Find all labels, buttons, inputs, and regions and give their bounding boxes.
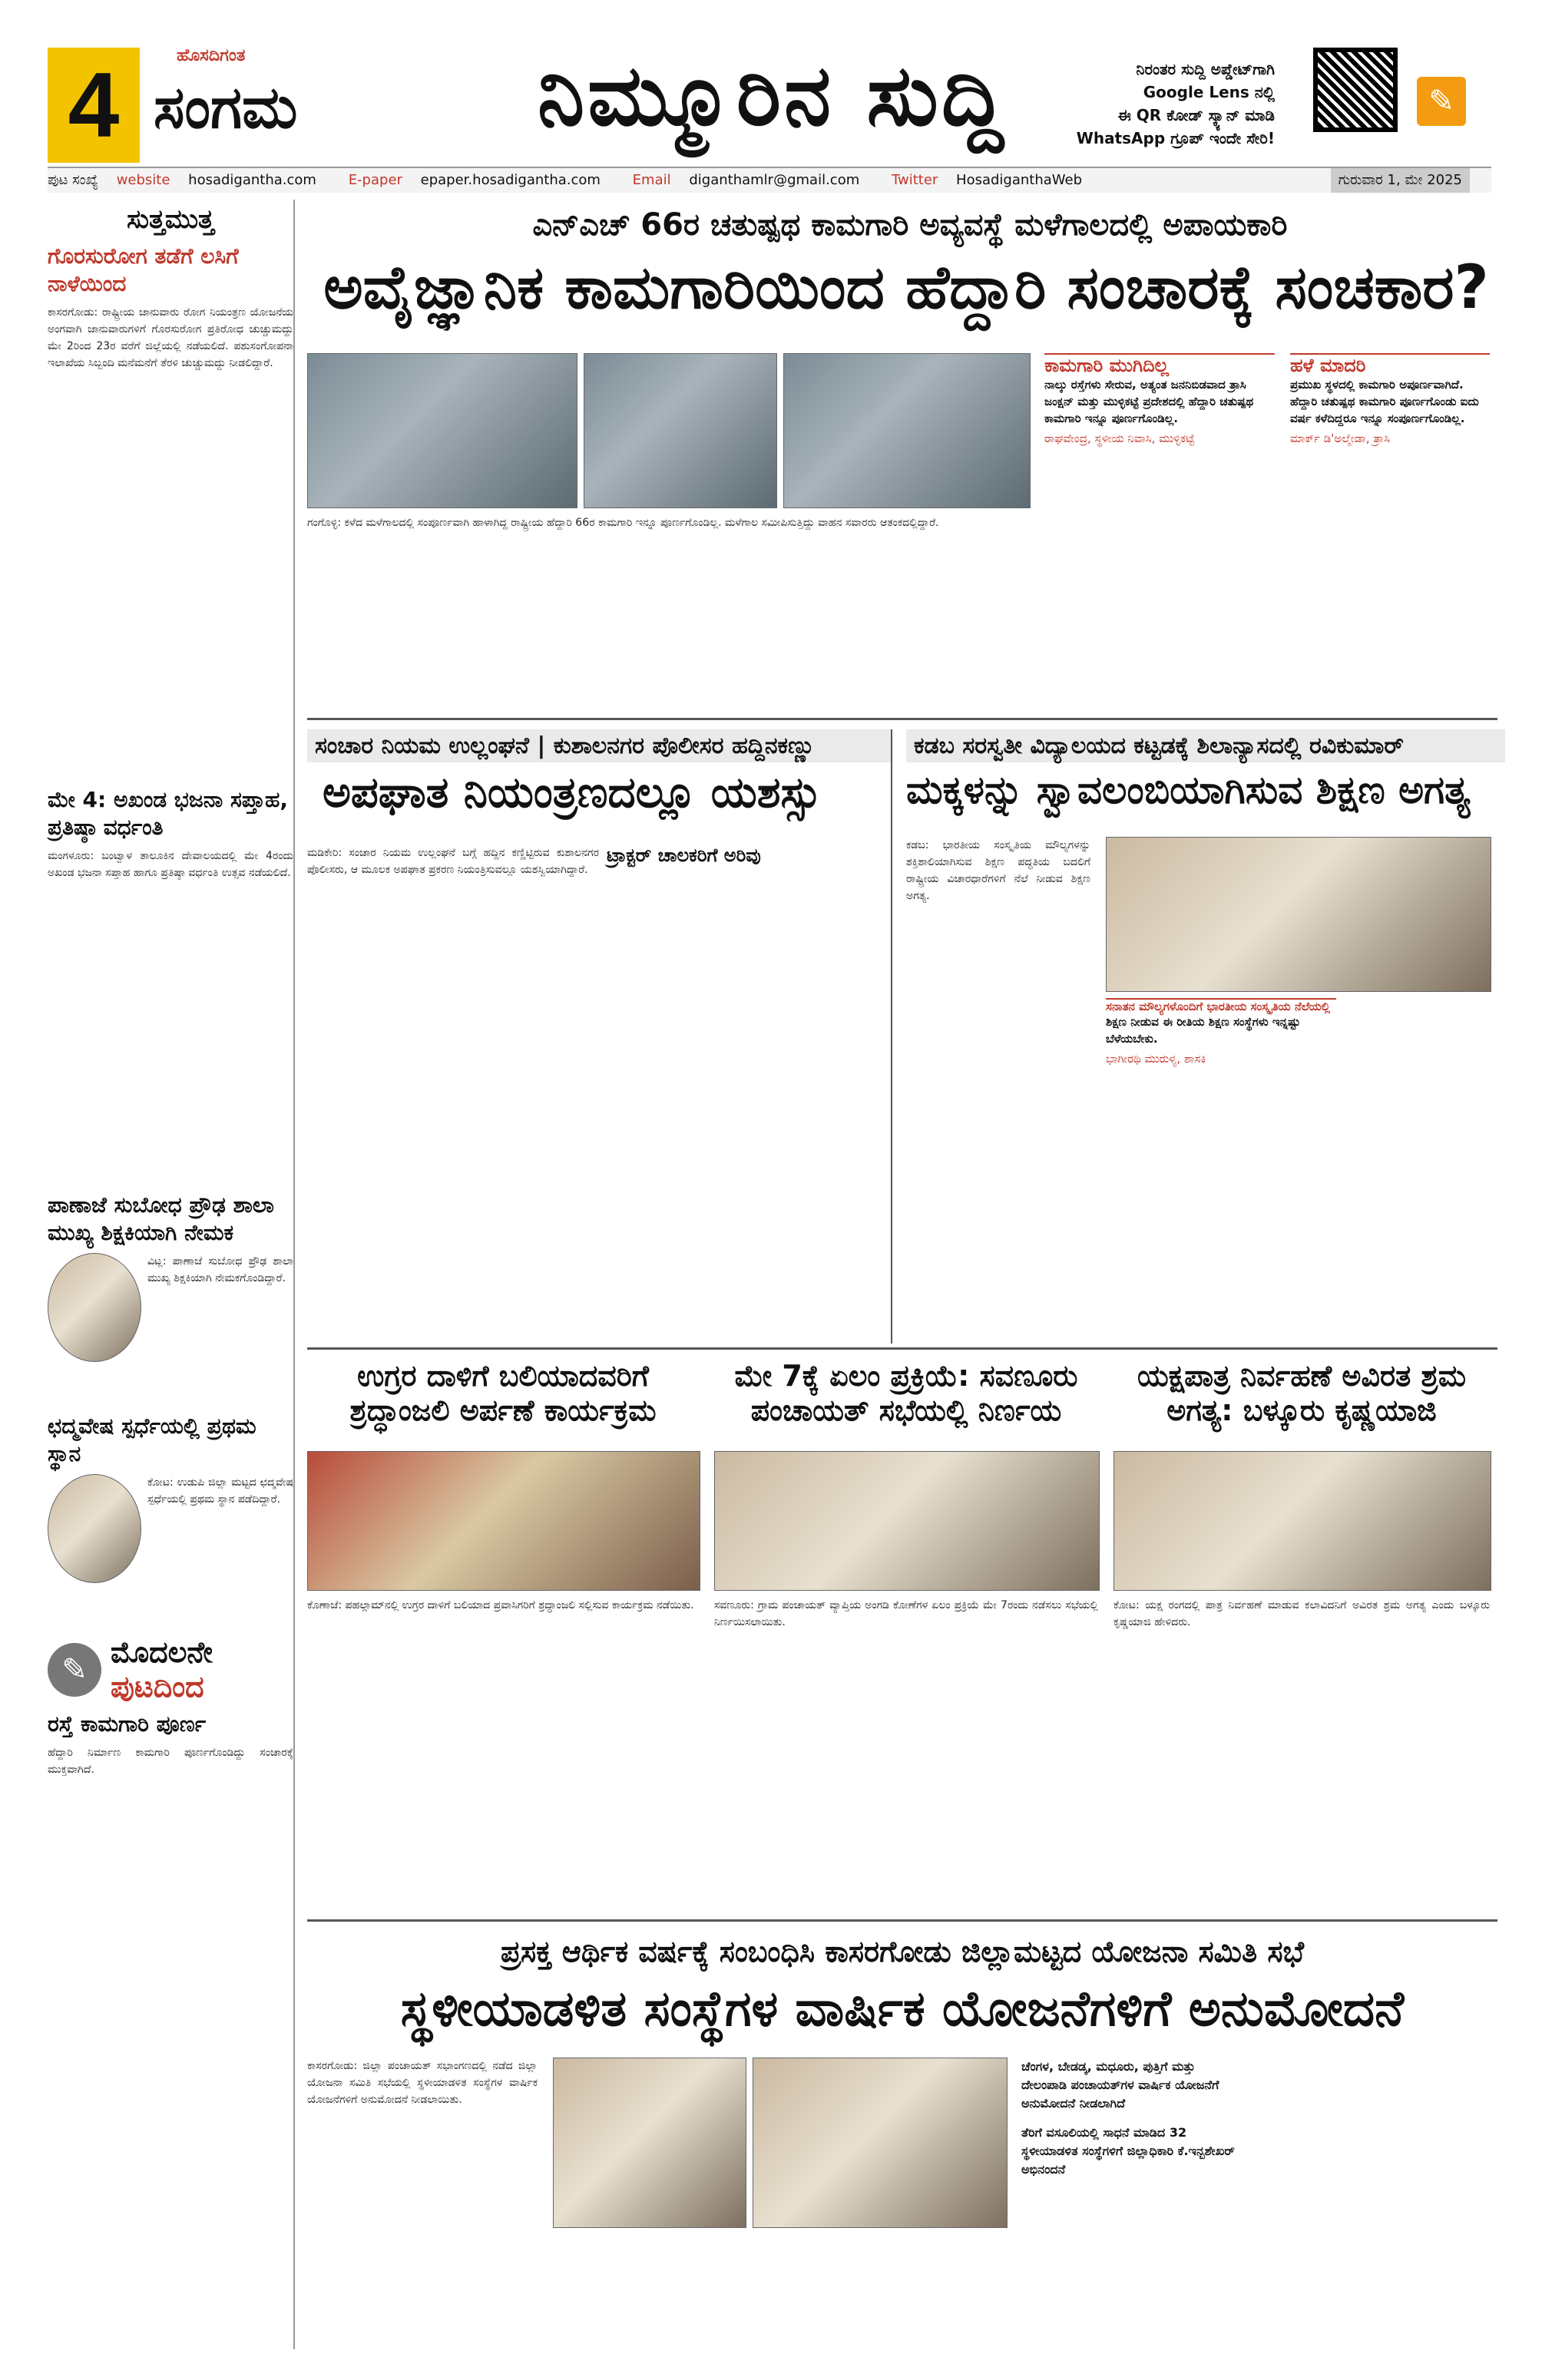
pencil-icon: ✎ <box>48 1643 101 1697</box>
row3-body: ಸವಣೂರು: ಗ್ರಾಮ ಪಂಚಾಯತ್ ವ್ಯಾಪ್ತಿಯ ಅಂಗಡಿ ಕೋಣೆಗಳ ಏಲಂ ಪ್ರಕ್ರಿಯೆ ಮೇ 7ರಂದು ನಡೆಸಲು ಸಭೆಯಲ್ಲಿ ನಿರ್ಣಯಿಸಲಾಯಿತು. <box>714 1599 1098 1628</box>
quote-title: ಹಳೆ ಮಾದರಿ <box>1290 355 1366 376</box>
lead-body: ಗಂಗೊಳ್ಳಿ: ಕಳೆದ ಮಳೆಗಾಲದಲ್ಲಿ ಸಂಪೂರ್ಣವಾಗಿ ಹಾಳಾಗಿದ್ದ ರಾಷ್ಟ್ರೀಯ ಹೆದ್ದಾರಿ 66ರ ಕಾಮಗಾರಿ ಇನ್ನೂ ಪೂರ್ಣಗೊಂಡಿಲ್ಲ. ಮಳೆಗಾಲ ಸಮೀಪಿಸುತ್ತಿದ್ದು ವಾಹನ ಸವಾರರು ಆತಂಕದಲ್ಲಿದ್ದಾರೆ. <box>307 517 939 529</box>
rally-photo <box>307 1451 700 1591</box>
qr-line: ನಿರಂತರ ಸುದ್ದಿ ಅಪ್ಡೇಟ್‌ಗಾಗಿ <box>1136 60 1275 78</box>
quote-text: ಪ್ರಮುಖ ಸ್ಥಳದಲ್ಲಿ ಕಾಮಗಾರಿ ಅಪೂರ್ಣವಾಗಿದೆ. ಹೆದ್ದಾರಿ ಚತುಷ್ಪಥ ಕಾಮಗಾರಿ ಪೂರ್ಣಗೊಂಡು ಐದು ವರ್ಷ ಕಳೆದಿದ್ದರೂ ಇನ್ನೂ ಸಂಪೂರ್ಣಗೊಂಡಿಲ್ಲ. <box>1290 378 1479 425</box>
story-title: ಗೊರಸುರೋಗ ತಡೆಗೆ ಲಸಿಗೆ ನಾಳೆಯಿಂದ <box>48 243 239 296</box>
email-label: Email <box>632 172 671 188</box>
bottom-bullets <box>1021 2058 1244 2179</box>
quote-box <box>1106 998 1336 1066</box>
page-header <box>0 0 1542 169</box>
story-body: ವಿಟ್ಲ: ಪಾಣಾಜೆ ಸುಬೋಧ ಪ್ರೌಢ ಶಾಲಾ ಮುಖ್ಯ ಶಿಕ್ಷಕಿಯಾಗಿ ನೇಮಕಗೊಂಡಿದ್ದಾರೆ. <box>147 1255 293 1284</box>
qr-line: WhatsApp ಗ್ರೂಪ್ ಇಂದೇ ಸೇರಿ! <box>1076 129 1275 147</box>
lead-kicker: ಎನ್‌ಎಚ್ 66ರ ಚತುಷ್ಪಥ ಕಾಮಗಾರಿ ಅವ್ಯವಸ್ಥೆ ಮಳೆಗಾಲದಲ್ಲಿ ಅಪಾಯಕಾರಿ <box>532 207 1288 243</box>
badge-line: ಮೊದಲನೇ <box>111 1635 213 1669</box>
website-label: website <box>116 172 170 188</box>
lead-headline: ಅವೈಜ್ಞಾನಿಕ ಕಾಮಗಾರಿಯಿಂದ ಹೆದ್ದಾರಿ ಸಂಚಾರಕ್ಕೆ ಸಂಚಕಾರ? <box>323 253 1489 322</box>
quote-byline: ಮಾರ್ಕ್ ಡಿ'ಅಲ್ಮೇಡಾ, ತ್ರಾಸಿ <box>1290 431 1391 445</box>
person-photo <box>48 1253 141 1362</box>
twitter-label: Twitter <box>891 172 938 188</box>
website-link[interactable]: hosadigantha.com <box>188 172 316 188</box>
quote-text: ನಾಲ್ಕು ರಸ್ತೆಗಳು ಸೇರುವ, ಅತ್ಯಂತ ಜನನಿಬಿಡವಾದ ತ್ರಾಸಿ ಜಂಕ್ಷನ್ ಮತ್ತು ಮುಳ್ಳಿಕಟ್ಟೆ ಪ್ರದೇಶದಲ್ಲಿ ಹೆದ್ದಾರಿ ಚತುಷ್ಪಥ ಕಾಮಗಾರಿ ಇನ್ನೂ ಪೂರ್ಣಗೊಂಡಿಲ್ಲ. <box>1044 378 1254 425</box>
meeting-photo <box>553 2058 746 2228</box>
pen-icon: ✎ <box>1417 77 1466 126</box>
meeting-photo <box>753 2058 1008 2228</box>
quote-box <box>1290 353 1490 445</box>
bottom-kicker: ಪ್ರಸಕ್ತ ಆರ್ಥಿಕ ವರ್ಷಕ್ಕೆ ಸಂಬಂಧಿಸಿ ಕಾಸರಗೋಡು ಜಿಲ್ಲಾಮಟ್ಟದ ಯೋಜನಾ ಸಮಿತಿ ಸಭೆ <box>501 1935 1304 1968</box>
row3-headline: ಮೇ 7ಕ್ಕೆ ಏಲಂ ಪ್ರಕ್ರಿಯೆ: ಸವಣೂರು ಪಂಚಾಯತ್ ಸಭೆಯಲ್ಲಿ ನಿರ್ಣಯ <box>734 1359 1078 1427</box>
section-title: ಸುತ್ತಮುತ್ತ <box>127 204 214 235</box>
bullet-item: ತೆರಿಗೆ ವಸೂಲಿಯಲ್ಲಿ ಸಾಧನೆ ಮಾಡಿದ 32 ಸ್ಥಳೀಯಾಡಳಿತ ಸಂಸ್ಥೆಗಳಿಗೆ ಜಿಲ್ಲಾಧಿಕಾರಿ ಕೆ.ಇನ್ಬಶೇಖರ್ ಅಭಿನಂದನೆ <box>1021 2125 1235 2177</box>
story-body: ಮಂಗಳೂರು: ಬಂಟ್ವಾಳ ತಾಲೂಕಿನ ದೇವಾಲಯದಲ್ಲಿ ಮೇ 4ರಂದು ಅಖಂಡ ಭಜನಾ ಸಪ್ತಾಹ ಹಾಗೂ ಪ್ರತಿಷ್ಠಾ ವರ್ಧಂತಿ ಉತ್ಸವ ನಡೆಯಲಿದೆ. <box>48 850 293 879</box>
story2-subhead: ಟ್ರಾಕ್ಟರ್ ಚಾಲಕರಿಗೆ ಅರಿವು <box>607 845 761 866</box>
twitter-link[interactable]: HosadiganthaWeb <box>956 172 1083 188</box>
story3-kicker: ಕಡಬ ಸರಸ್ವತೀ ವಿದ್ಯಾಲಯದ ಕಟ್ಟಡಕ್ಕೆ ಶಿಲಾನ್ಯಾಸದಲ್ಲಿ ರವಿಕುಮಾರ್ <box>906 729 1505 762</box>
story-title: ಮೇ 4: ಅಖಂಡ ಭಜನಾ ಸಪ್ತಾಹ, ಪ್ರತಿಷ್ಠಾ ವರ್ಧಂತಿ <box>48 787 289 840</box>
epaper-label: E-paper <box>348 172 402 188</box>
story2-body: ಮಡಿಕೇರಿ: ಸಂಚಾರ ನಿಯಮ ಉಲ್ಲಂಘನೆ ಬಗ್ಗೆ ಹದ್ದಿನ ಕಣ್ಣಿಟ್ಟಿರುವ ಕುಶಾಲನಗರ ಪೊಲೀಸರು, ಆ ಮೂಲಕ ಅಪಘಾತ ಪ್ರಕರಣ ನಿಯಂತ್ರಿಸುವಲ್ಲೂ ಯಶಸ್ವಿಯಾಗಿದ್ದಾರೆ. <box>307 847 599 876</box>
left-column <box>48 200 295 2349</box>
email-link[interactable]: diganthamlr@gmail.com <box>689 172 860 188</box>
row3-headline: ಯಕ್ಷಪಾತ್ರ ನಿರ್ವಹಣೆ ಅವಿರತ ಶ್ರಮ ಅಗತ್ಯ: ಬಳ್ಕೂರು ಕೃಷ್ಣಯಾಜಿ <box>1137 1359 1467 1427</box>
qr-line: Google Lens ನಲ್ಲಿ <box>1143 83 1275 101</box>
event-photo <box>1106 837 1491 992</box>
road-photo <box>307 353 577 508</box>
bottom-headline: ಸ್ಥಳೀಯಾಡಳಿತ ಸಂಸ್ಥೆಗಳ ವಾರ್ಷಿಕ ಯೋಜನೆಗಳಿಗೆ ಅನುಮೋದನೆ <box>400 1981 1405 2038</box>
badge-line: ಪುಟದಿಂದ <box>111 1670 204 1704</box>
story2-kicker: ಸಂಚಾರ ನಿಯಮ ಉಲ್ಲಂಘನೆ | ಕುಶಾಲನಗರ ಪೊಲೀಸರ ಹದ್ದಿನಕಣ್ಣು <box>307 729 891 762</box>
qr-line: ಈ QR ಕೋಡ್ ಸ್ಕ್ಯಾನ್ ಮಾಡಿ <box>1117 106 1275 124</box>
rule <box>307 1347 1497 1350</box>
page-label: ಪುಟ ಸಂಖ್ಯೆ <box>48 172 98 188</box>
story-body: ಕಾಸರಗೋಡು: ರಾಷ್ಟ್ರೀಯ ಜಾನುವಾರು ರೋಗ ನಿಯಂತ್ರಣ ಯೋಜನೆಯ ಅಂಗವಾಗಿ ಜಾನುವಾರುಗಳಿಗೆ ಗೊರಸುರೋಗ ಪ್ರತಿರೋಧ ಚುಚ್ಚುಮದ್ದು ಮೇ 2ರಿಂದ 23ರ ವರೆಗೆ ಜಿಲ್ಲೆಯಲ್ಲಿ ನಡೆಯಲಿದೆ. ಪಶುಸಂಗೋಪನಾ ಇಲಾಖೆಯ ಸಿಬ್ಬಂದಿ ಮನೆಮನೆಗೆ ತೆರಳಿ ಚುಚ್ಚುಮದ್ದು ನೀಡಲಿದ್ದಾರೆ. <box>48 306 293 369</box>
column-rule <box>891 729 892 1344</box>
bottom-body: ಕಾಸರಗೋಡು: ಜಿಲ್ಲಾ ಪಂಚಾಯತ್ ಸಭಾಂಗಣದಲ್ಲಿ ನಡೆದ ಜಿಲ್ಲಾ ಯೋಜನಾ ಸಮಿತಿ ಸಭೆಯಲ್ಲಿ ಸ್ಥಳೀಯಾಡಳಿತ ಸಂಸ್ಥೆಗಳ ವಾರ್ಷಿಕ ಯೋಜನೆಗಳಿಗೆ ಅನುಮೋದನೆ ನೀಡಲಾಯಿತು. <box>307 2060 538 2106</box>
epaper-link[interactable]: epaper.hosadigantha.com <box>420 172 601 188</box>
story-body: ಹೆದ್ದಾರಿ ನಿರ್ಮಾಣ ಕಾಮಗಾರಿ ಪೂರ್ಣಗೊಂಡಿದ್ದು ಸಂಚಾರಕ್ಕೆ ಮುಕ್ತವಾಗಿದೆ. <box>48 1747 293 1776</box>
meeting-photo <box>714 1451 1100 1591</box>
road-photo <box>584 353 777 508</box>
row3-headline: ಉಗ್ರರ ದಾಳಿಗೆ ಬಲಿಯಾದವರಿಗೆ ಶ್ರದ್ಧಾಂಜಲಿ ಅರ್ಪಣೆ ಕಾರ್ಯಕ್ರಮ <box>349 1359 657 1427</box>
qr-code-icon[interactable] <box>1313 48 1398 132</box>
award-photo <box>1113 1451 1491 1591</box>
story3-headline: ಮಕ್ಕಳನ್ನು ಸ್ವಾವಲಂಬಿಯಾಗಿಸುವ ಶಿಕ್ಷಣ ಅಗತ್ಯ <box>906 768 1471 812</box>
person-photo <box>48 1474 141 1583</box>
brand-small: ಹೊಸದಿಗಂತ <box>177 46 246 65</box>
row3-body: ಕೊಣಾಜೆ: ಪಹಲ್ಗಾಮ್‌ನಲ್ಲಿ ಉಗ್ರರ ದಾಳಿಗೆ ಬಲಿಯಾದ ಪ್ರವಾಸಿಗರಿಗೆ ಶ್ರದ್ಧಾಂಜಲಿ ಸಲ್ಲಿಸುವ ಕಾರ್ಯಕ್ರಮ ನಡೆಯಿತು. <box>307 1599 694 1611</box>
story2-headline: ಅಪಘಾತ ನಿಯಂತ್ರಣದಲ್ಲೂ ಯಶಸ್ಸು <box>323 768 822 818</box>
issue-date: ಗುರುವಾರ 1, ಮೇ 2025 <box>1331 168 1470 193</box>
masthead-title: ನಿಮ್ಮೂರಿನ ಸುದ್ದಿ <box>538 46 1007 144</box>
rule <box>307 1919 1497 1922</box>
road-photo <box>783 353 1031 508</box>
story-title: ಪಾಣಾಜೆ ಸುಬೋಧ ಪ್ರೌಢ ಶಾಲಾ ಮುಖ್ಯ ಶಿಕ್ಷಕಿಯಾಗಿ ನೇಮಕ <box>48 1192 274 1245</box>
bullet-item: ಚೆಂಗಳ, ಬೇಡಡ್ಕ, ಮಧೂರು, ಪುತ್ತಿಗೆ ಮತ್ತು ದೇಲಂಪಾಡಿ ಪಂಚಾಯತ್‌ಗಳ ವಾರ್ಷಿಕ ಯೋಜನೆಗೆ ಅನುಮೋದನೆ ನೀಡಲಾಗಿದೆ <box>1021 2059 1219 2111</box>
qr-instructions <box>998 58 1275 150</box>
story-body: ಕೋಟ: ಉಡುಪಿ ಜಿಲ್ಲಾ ಮಟ್ಟದ ಛದ್ಮವೇಷ ಸ್ಪರ್ಧೆಯಲ್ಲಿ ಪ್ರಥಮ ಸ್ಥಾನ ಪಡೆದಿದ್ದಾರೆ. <box>147 1476 293 1506</box>
quote-box <box>1044 353 1275 445</box>
quote-text: ಶಿಕ್ಷಣ ನೀಡುವ ಈ ರೀತಿಯ ಶಿಕ್ಷಣ ಸಂಸ್ಥೆಗಳು ಇನ್ನಷ್ಟು ಬೆಳೆಯಬೇಕು. <box>1106 1015 1301 1046</box>
quote-title: ಕಾಮಗಾರಿ ಮುಗಿದಿಲ್ಲ <box>1044 355 1170 376</box>
quote-title: ಸನಾತನ ಮೌಲ್ಯಗಳೊಂದಿಗೆ ಭಾರತೀಯ ಸಂಸ್ಕೃತಿಯ ನೆಲೆಯಲ್ಲಿ <box>1106 1000 1331 1013</box>
quote-byline: ರಾಘವೇಂದ್ರ, ಸ್ಥಳೀಯ ನಿವಾಸಿ, ಮುಳ್ಳಿಕಟ್ಟೆ <box>1044 431 1195 445</box>
quote-byline: ಭಾಗೀರಥಿ ಮುರುಳ್ಯ, ಶಾಸಕಿ <box>1106 1052 1206 1066</box>
story-title: ರಸ್ತೆ ಕಾಮಗಾರಿ ಪೂರ್ಣ <box>48 1711 207 1737</box>
page-number: 4 <box>48 48 140 163</box>
brand-name: ಸಂಗಮ <box>154 73 298 141</box>
info-bar <box>48 167 1491 193</box>
story3-body: ಕಡಬ: ಭಾರತೀಯ ಸಂಸ್ಕೃತಿಯ ಮೌಲ್ಯಗಳನ್ನು ಶಕ್ತಿಶಾಲಿಯಾಗಿಸುವ ಶಿಕ್ಷಣ ಪದ್ಧತಿಯ ಬದಲಿಗೆ ರಾಷ್ಟ್ರೀಯ ವಿಚಾರಧಾರೆಗಳಿಗೆ ನೆಲೆ ನೀಡುವ ಶಿಕ್ಷಣ ಅಗತ್ಯ. <box>906 839 1090 902</box>
row3-body: ಕೋಟ: ಯಕ್ಷ ರಂಗದಲ್ಲಿ ಪಾತ್ರ ನಿರ್ವಹಣೆ ಮಾಡುವ ಕಲಾವಿದನಿಗೆ ಅವಿರತ ಶ್ರಮ ಅಗತ್ಯ ಎಂದು ಬಳ್ಕೂರು ಕೃಷ್ಣಯಾಜಿ ಹೇಳಿದರು. <box>1113 1599 1490 1628</box>
story-title: ಛದ್ಮವೇಷ ಸ್ಪರ್ಧೆಯಲ್ಲಿ ಪ್ರಥಮ ಸ್ಥಾನ <box>48 1413 256 1466</box>
rule <box>307 718 1497 720</box>
